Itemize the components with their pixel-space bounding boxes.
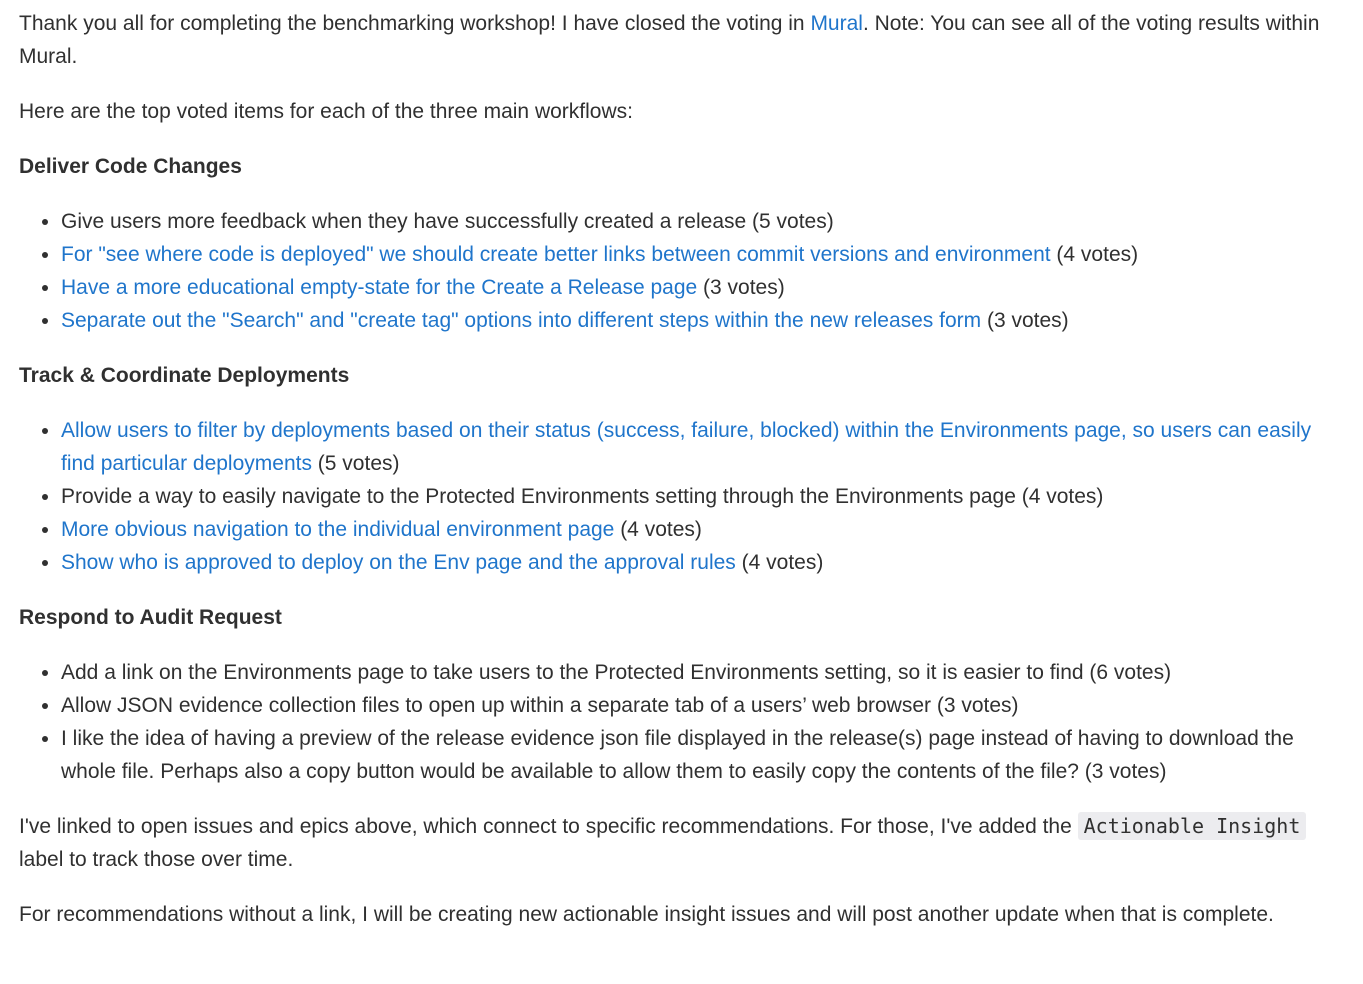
- list-item: [61, 513, 1343, 546]
- list-item: [61, 546, 1343, 579]
- vote-count: (4 votes): [735, 551, 824, 574]
- item-link[interactable]: Have a more educational empty-state for the Create a Release page: [61, 276, 698, 299]
- list-item: [61, 722, 1343, 788]
- vote-count: (3 votes): [697, 276, 785, 299]
- list-item: [61, 656, 1343, 689]
- section-list-respond-to-audit-request: [19, 656, 1343, 788]
- list-item: [61, 480, 1343, 513]
- vote-count: (3 votes): [1078, 760, 1167, 783]
- section-heading-track-coordinate-deployments: Track & Coordinate Deployments: [19, 364, 350, 387]
- item-link[interactable]: More obvious navigation to the individual environment page: [61, 518, 615, 541]
- vote-count: (4 votes): [1050, 243, 1139, 266]
- item-text: Add a link on the Environments page to take users to the Protected Environments setting, so it is easier to find: [61, 661, 1084, 684]
- actionable-insight-label: Actionable Insight: [1078, 812, 1307, 840]
- summary-paragraph: Here are the top voted items for each of the three main workflows:: [19, 100, 633, 123]
- item-text: I like the idea of having a preview of the release evidence json file displayed in the release(s) page instead of having to download the whole file. Perhaps also a copy button would be available to allow them to easily copy the contents of the file?: [61, 727, 1294, 783]
- section-list-track-coordinate-deployments: [19, 414, 1343, 579]
- item-link[interactable]: Separate out the "Search" and "create tag" options into different steps within the new releases form: [61, 309, 982, 332]
- vote-count: (5 votes): [746, 210, 834, 233]
- item-link[interactable]: Show who is approved to deploy on the Env page and the approval rules: [61, 551, 736, 574]
- section-heading-respond-to-audit-request: Respond to Audit Request: [19, 606, 282, 629]
- intro-note: . Note: You can see all of the voting results within Mural.: [19, 12, 1320, 68]
- item-text: Provide a way to easily navigate to the Protected Environments setting through the Environments page: [61, 485, 1016, 508]
- vote-count: (3 votes): [981, 309, 1069, 332]
- list-item: [61, 238, 1343, 271]
- list-item: [61, 205, 1343, 238]
- item-text: Allow JSON evidence collection files to open up within a separate tab of a users’ web browser: [61, 694, 932, 717]
- closing-paragraph: For recommendations without a link, I will be creating new actionable insight issues and will post another update when that is complete.: [19, 903, 1274, 926]
- intro-text: Thank you all for completing the benchmarking workshop! I have closed the voting in: [19, 12, 811, 35]
- vote-count: (3 votes): [931, 694, 1019, 717]
- label-note-end: label to track those over time.: [19, 848, 294, 871]
- vote-count: (4 votes): [614, 518, 702, 541]
- section-heading-deliver-code-changes: Deliver Code Changes: [19, 155, 242, 178]
- vote-count: (4 votes): [1015, 485, 1104, 508]
- list-item: [61, 689, 1343, 722]
- list-item: [61, 414, 1343, 480]
- list-item: [61, 304, 1343, 337]
- label-note-text: I've linked to open issues and epics above, which connect to specific recommendations. For those, I've added the: [19, 815, 1078, 838]
- section-list-deliver-code-changes: [19, 205, 1343, 337]
- item-text: Give users more feedback when they have successfully created a release: [61, 210, 747, 233]
- vote-count: (5 votes): [311, 452, 400, 475]
- label-note-paragraph: [19, 810, 1343, 876]
- item-link[interactable]: Allow users to filter by deployments based on their status (success, failure, blocked) within the Environments page, so users can easily find particular deployments: [61, 419, 1312, 475]
- list-item: [61, 271, 1343, 304]
- vote-count: (6 votes): [1083, 661, 1172, 684]
- intro-paragraph: [19, 7, 1343, 73]
- mural-link[interactable]: Mural: [810, 12, 863, 35]
- item-link[interactable]: For "see where code is deployed" we should create better links between commit versions and environment: [61, 243, 1051, 266]
